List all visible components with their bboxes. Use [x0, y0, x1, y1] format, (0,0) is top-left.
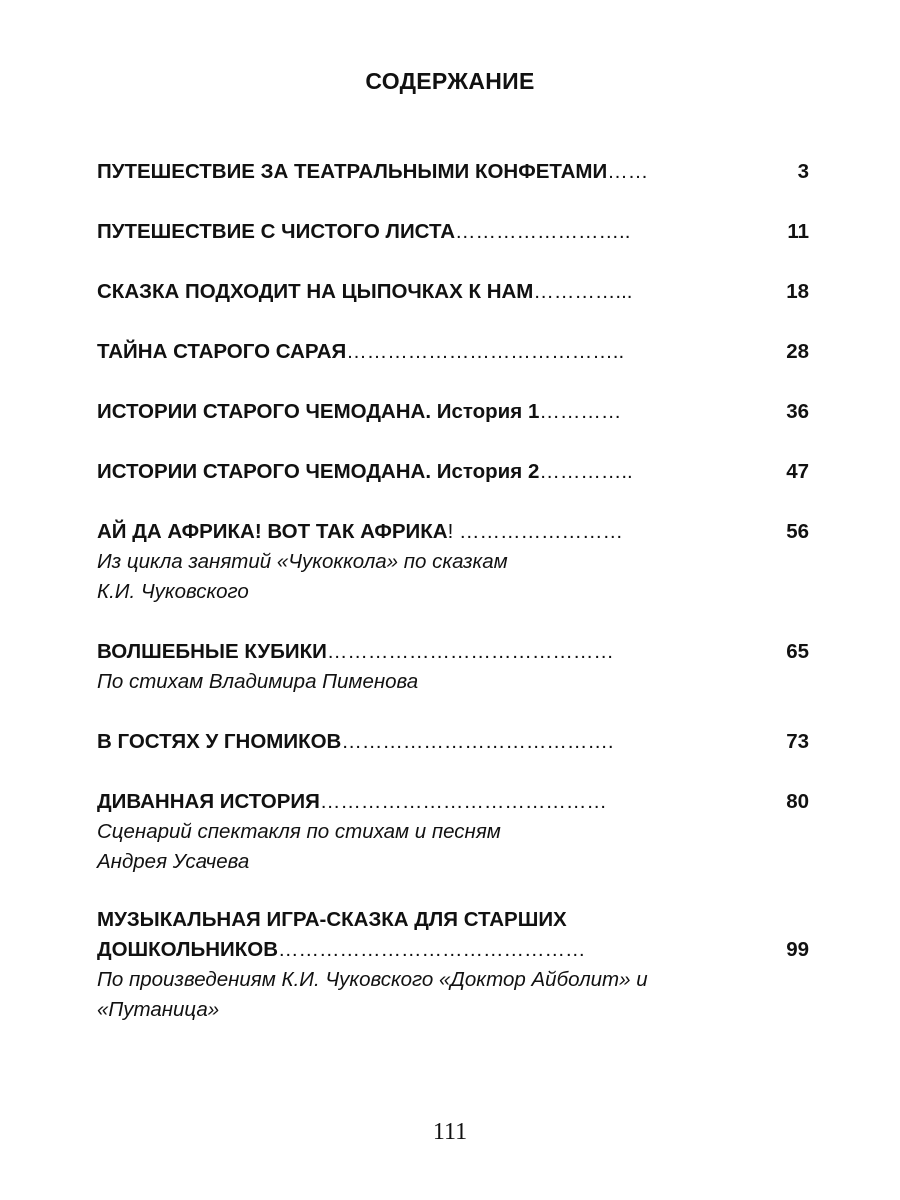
- toc-line: [97, 935, 809, 965]
- entry-subtitle: Из цикла занятий «Чукоккола» по сказкам: [97, 550, 508, 573]
- entry-subtitle: По произведениям К.И. Чуковского «Доктор Айболит» и: [97, 968, 648, 991]
- toc-line: [97, 337, 809, 367]
- page-title: СОДЕРЖАНИЕ: [365, 68, 535, 94]
- entry-leader: ……………………..: [455, 220, 631, 243]
- toc-line: [97, 457, 809, 487]
- entry-subtitle: «Путаница»: [97, 998, 220, 1021]
- page-number: 111: [432, 1119, 468, 1145]
- entry-leader: ………………………………….: [341, 730, 614, 753]
- entry-leader: ……: [607, 160, 649, 183]
- entry-leader: ! ……………………: [447, 520, 623, 543]
- toc-entry: [97, 157, 809, 187]
- entry-title: ДОШКОЛЬНИКОВ: [97, 938, 279, 961]
- entry-title: СКАЗКА ПОДХОДИТ НА ЦЫПОЧКАХ К НАМ: [97, 280, 534, 303]
- entry-page: 18: [786, 280, 809, 303]
- toc-entry: [97, 787, 809, 877]
- toc-line: [97, 277, 809, 307]
- toc-entry: [97, 637, 809, 697]
- toc-entry: [97, 397, 809, 427]
- entry-leader: ………………………………………: [278, 938, 586, 961]
- entry-leader: ……………………………………: [326, 640, 614, 663]
- entry-title: ТАЙНА СТАРОГО САРАЯ: [97, 340, 347, 363]
- entry-title: ИСТОРИИ СТАРОГО ЧЕМОДАНА. История 2: [97, 460, 540, 483]
- entry-title: ПУТЕШЕСТВИЕ ЗА ТЕАТРАЛЬНЫМИ КОНФЕТАМИ: [97, 160, 608, 183]
- entry-page: 65: [786, 640, 809, 663]
- entry-subtitle: К.И. Чуковского: [97, 580, 249, 603]
- toc-line: [97, 157, 809, 187]
- toc-line: [97, 787, 809, 817]
- entry-title: АЙ ДА АФРИКА! ВОТ ТАК АФРИКА: [97, 520, 448, 543]
- toc-entry: [97, 517, 809, 607]
- entry-page: 28: [786, 340, 809, 363]
- entry-title: ИСТОРИИ СТАРОГО ЧЕМОДАНА. История 1: [97, 400, 540, 423]
- entry-leader: …………..: [539, 460, 633, 483]
- entry-page: 56: [786, 520, 809, 543]
- entry-page: 47: [786, 460, 809, 483]
- toc-line: [97, 217, 809, 247]
- entry-leader: …………...: [533, 280, 633, 303]
- entry-title: В ГОСТЯХ У ГНОМИКОВ: [97, 730, 342, 753]
- toc-line: [97, 727, 809, 757]
- entry-page: 73: [786, 730, 809, 753]
- entry-page: 3: [797, 160, 809, 183]
- toc-entry: [97, 905, 809, 1025]
- toc-line: [97, 517, 809, 547]
- entry-title: ДИВАННАЯ ИСТОРИЯ: [97, 790, 320, 813]
- toc-line: [97, 905, 809, 935]
- entry-leader: ……………………………………: [319, 790, 607, 813]
- entry-title: МУЗЫКАЛЬНАЯ ИГРА-СКАЗКА ДЛЯ СТАРШИХ: [97, 908, 567, 931]
- entry-title: ПУТЕШЕСТВИЕ С ЧИСТОГО ЛИСТА: [97, 220, 456, 243]
- entry-leader: …………: [539, 400, 622, 423]
- entry-page: 11: [787, 220, 809, 243]
- toc-entry: [97, 217, 809, 247]
- entry-page: 99: [786, 938, 809, 961]
- toc-line: [97, 637, 809, 667]
- toc-entry: [97, 337, 809, 367]
- entry-leader: …………………………………..: [346, 340, 625, 363]
- entry-subtitle: По стихам Владимира Пименова: [97, 670, 419, 693]
- toc-entry: [97, 277, 809, 307]
- toc-line: [97, 397, 809, 427]
- toc-entry: [97, 727, 809, 757]
- entry-subtitle: Андрея Усачева: [97, 850, 250, 873]
- entry-title: ВОЛШЕБНЫЕ КУБИКИ: [97, 640, 327, 663]
- entry-page: 36: [786, 400, 809, 423]
- toc-entry: [97, 457, 809, 487]
- entry-subtitle: Сценарий спектакля по стихам и песням: [97, 820, 501, 843]
- entry-page: 80: [786, 790, 809, 813]
